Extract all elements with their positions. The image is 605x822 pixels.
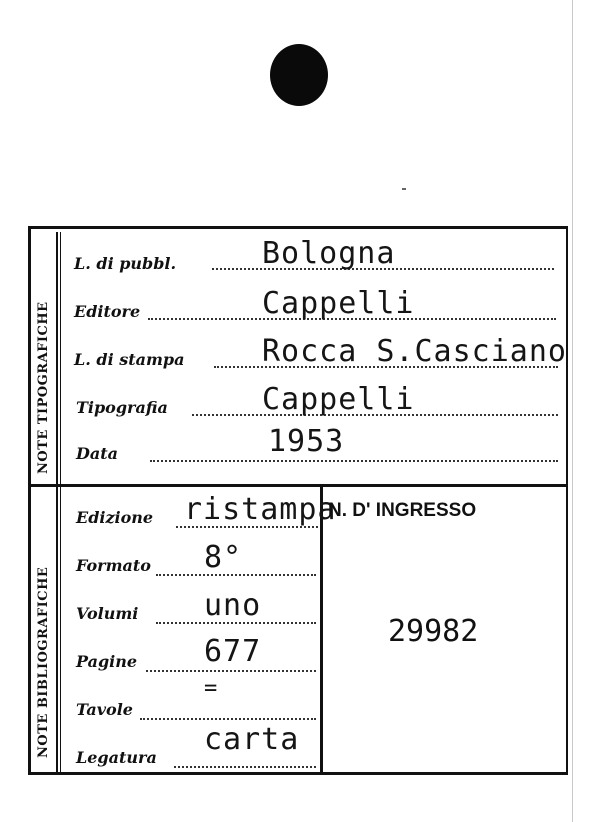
- label-luogo-stampa: L. di stampa: [74, 350, 185, 369]
- dotted-line: [140, 718, 316, 720]
- ingresso-divider: [320, 487, 323, 775]
- value-pagine: 677: [204, 634, 262, 669]
- label-volumi: Volumi: [76, 604, 139, 623]
- value-edizione: ristampa: [184, 492, 337, 527]
- paper-speck: [402, 188, 406, 190]
- value-luogo-stampa: Rocca S.Casciano: [262, 334, 567, 369]
- value-volumi: uno: [204, 588, 262, 623]
- value-data: 1953: [268, 424, 345, 459]
- label-tavole: Tavole: [76, 700, 133, 719]
- label-edizione: Edizione: [76, 508, 154, 527]
- label-tipografia: Tipografia: [76, 398, 168, 417]
- section-divider: [28, 484, 568, 487]
- ingresso-title: N. D' INGRESSO: [328, 500, 477, 521]
- value-luogo-pubblicazione: Bologna: [262, 236, 396, 271]
- label-luogo-pubblicazione: L. di pubbl.: [74, 254, 177, 273]
- label-editore: Editore: [74, 302, 141, 321]
- value-tavole: =: [204, 676, 219, 701]
- dotted-line: [174, 766, 316, 768]
- dotted-line: [150, 460, 558, 462]
- side-label-tipografiche: NOTE TIPOGRAFICHE: [36, 301, 51, 474]
- value-editore: Cappelli: [262, 286, 415, 321]
- side-label-bibliografiche: NOTE BIBLIOGRAFICHE: [36, 566, 51, 758]
- label-pagine: Pagine: [76, 652, 138, 671]
- dotted-line: [146, 670, 316, 672]
- side-label-divider: [56, 232, 58, 772]
- value-legatura: carta: [204, 722, 300, 757]
- side-label-divider-inner: [60, 232, 61, 772]
- value-formato: 8°: [204, 540, 243, 575]
- value-tipografia: Cappelli: [262, 382, 415, 417]
- label-legatura: Legatura: [76, 748, 157, 767]
- label-formato: Formato: [76, 556, 151, 575]
- label-data: Data: [76, 444, 118, 463]
- card-edge-line: [572, 0, 573, 822]
- ingresso-number: 29982: [388, 614, 479, 649]
- punch-hole: [270, 44, 328, 106]
